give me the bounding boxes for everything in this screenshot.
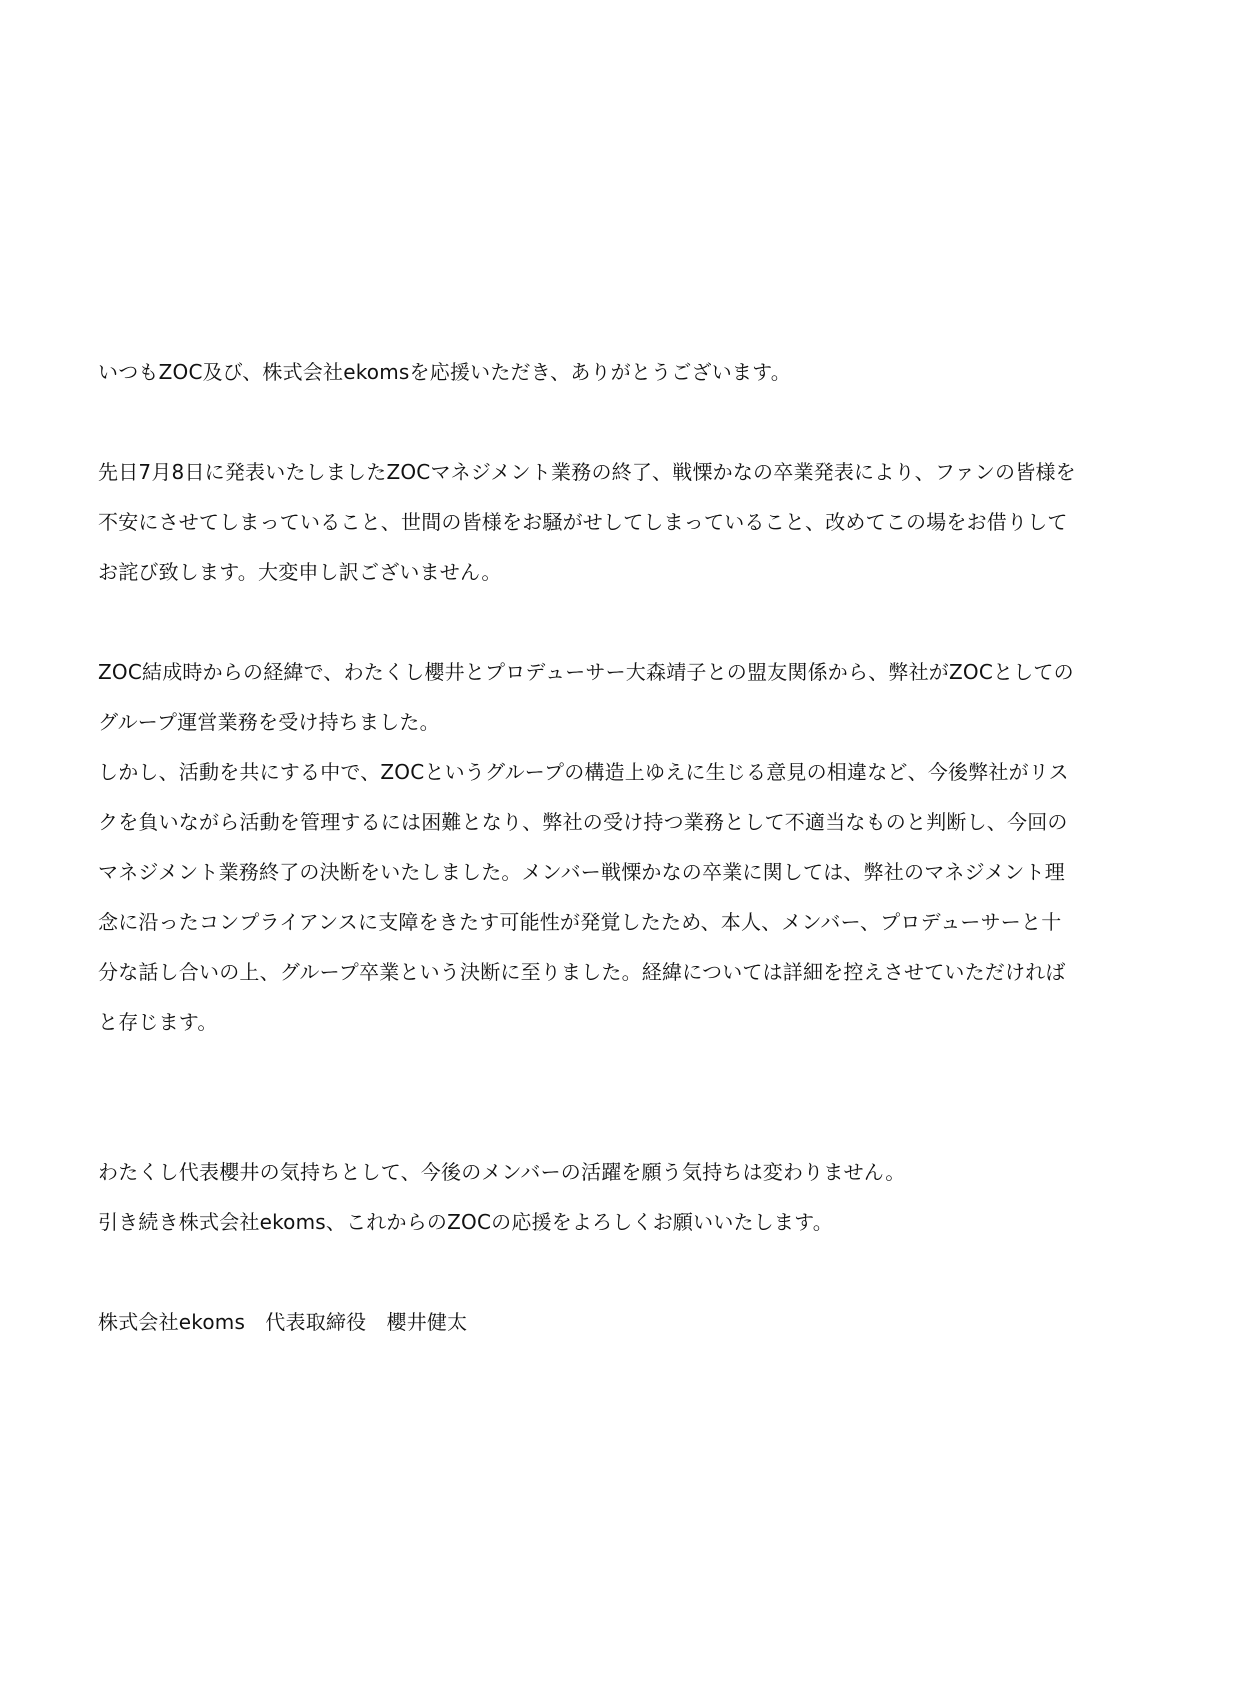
greeting-text: いつもZOC及び、株式会社ekomsを応援いただき、ありがとうございます。 — [98, 360, 791, 384]
explanation-line-2: クを負いながら活動を管理するには困難となり、弊社の受け持つ業務として不適当なものと判断し、今回の — [98, 810, 1068, 834]
explanation-line-4: 念に沿ったコンプライアンスに支障をきたす可能性が発覚したため、本人、メンバー、プロデューサーと十 — [98, 910, 1062, 934]
apology-line-2: 不安にさせてしまっていること、世間の皆様をお騒がせしてしまっていること、改めてこの場をお借りして — [98, 510, 1068, 534]
explanation-line-3: マネジメント業務終了の決断をいたしました。メンバー戦慄かなの卒業に関しては、弊社のマネジメント理 — [98, 860, 1065, 884]
apology-line-1: 先日7月8日に発表いたしましたZOCマネジメント業務の終了、戦慄かなの卒業発表により、ファンの皆様を — [98, 460, 1076, 484]
background-line-1: ZOC結成時からの経緯で、わたくし櫻井とプロデューサー大森靖子との盟友関係から、弊社がZOCとしての — [98, 660, 1074, 684]
explanation-line-1: しかし、活動を共にする中で、ZOCというグループの構造上ゆえに生じる意見の相違など、今後弊社がリス — [98, 760, 1069, 784]
closing-line-1: わたくし代表櫻井の気持ちとして、今後のメンバーの活躍を願う気持ちは変わりません。 — [98, 1160, 906, 1184]
background-line-2: グループ運営業務を受け持ちました。 — [98, 710, 440, 734]
explanation-line-6: と存じます。 — [98, 1010, 218, 1034]
apology-line-3: お詫び致します。大変申し訳ございません。 — [98, 560, 502, 584]
explanation-line-5: 分な話し合いの上、グループ卒業という決断に至りました。経緯については詳細を控えさせていただければ — [98, 960, 1066, 984]
closing-line-2: 引き続き株式会社ekoms、これからのZOCの応援をよろしくお願いいたします。 — [98, 1210, 833, 1234]
signature-text: 株式会社ekoms 代表取締役 櫻井健太 — [98, 1310, 468, 1334]
